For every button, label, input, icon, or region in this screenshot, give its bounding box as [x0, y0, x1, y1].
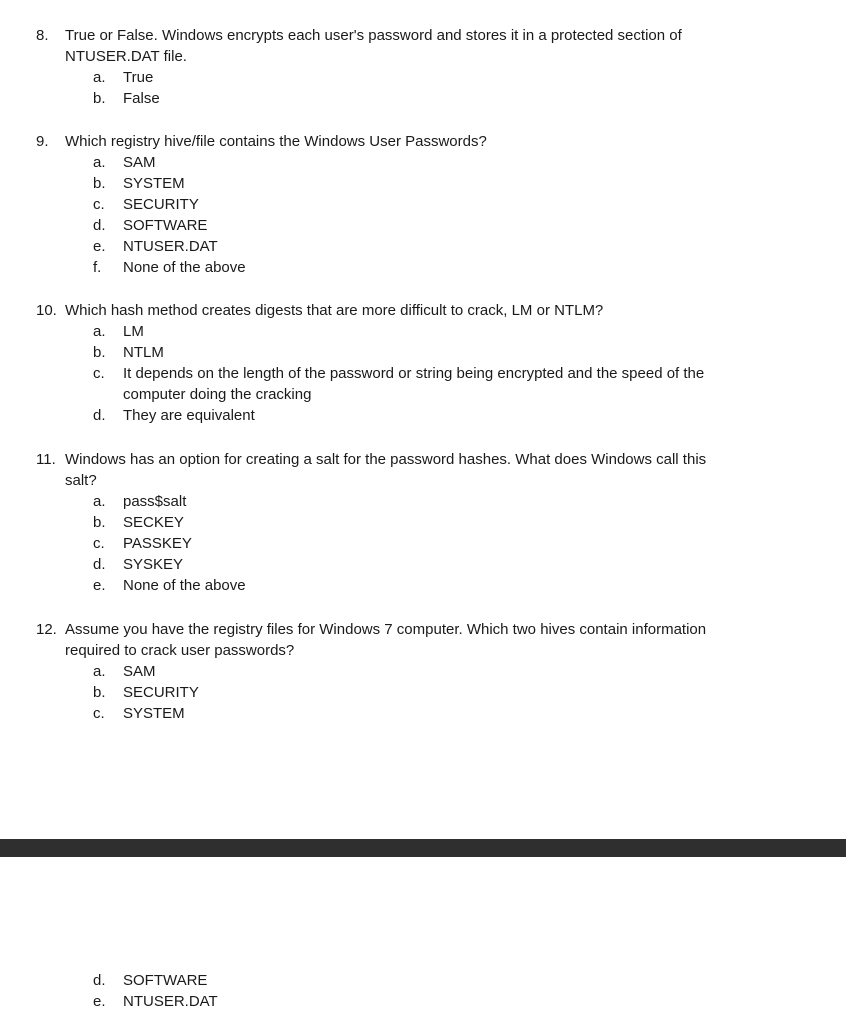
option-text: SYSKEY [123, 556, 184, 573]
option-text: It depends on the length of the password or string being encrypted and the speed of the [123, 365, 705, 382]
answer-option [0, 257, 846, 278]
option-text: SECURITY [123, 684, 199, 701]
question-text: Which registry hive/file contains the Windows User Passwords? [65, 133, 487, 150]
answer-option [0, 991, 846, 1012]
answer-option [0, 512, 846, 533]
option-text: SAM [123, 154, 156, 171]
answer-option [0, 363, 846, 384]
option-letter: f. [93, 259, 102, 276]
question-number: 9. [36, 133, 49, 150]
option-text: SECURITY [123, 196, 199, 213]
option-text: False [123, 90, 160, 107]
answer-option [0, 173, 846, 194]
option-text: NTLM [123, 344, 164, 361]
question-line [0, 46, 846, 67]
option-letter: c. [93, 365, 105, 382]
option-letter: b. [93, 344, 106, 361]
answer-option [0, 661, 846, 682]
option-letter: c. [93, 705, 105, 722]
answer-option [0, 970, 846, 991]
answer-option [0, 67, 846, 88]
option-letter: c. [93, 196, 105, 213]
option-text: SOFTWARE [123, 972, 208, 989]
answer-option [0, 215, 846, 236]
option-letter: e. [93, 993, 106, 1010]
question-line [0, 131, 846, 152]
question-8 [0, 25, 846, 109]
question-text: NTUSER.DAT file. [65, 48, 187, 65]
answer-option [0, 405, 846, 426]
option-letter: e. [93, 238, 106, 255]
question-line [0, 449, 846, 470]
option-letter: d. [93, 556, 106, 573]
option-text: SECKEY [123, 514, 184, 531]
question-12 [0, 619, 846, 724]
option-text: SYSTEM [123, 705, 185, 722]
answer-option [0, 88, 846, 109]
option-text: NTUSER.DAT [123, 238, 218, 255]
answer-option [0, 384, 846, 405]
question-9 [0, 131, 846, 278]
question-number: 12. [36, 621, 57, 638]
option-letter: d. [93, 217, 106, 234]
option-letter: b. [93, 684, 106, 701]
question-line [0, 470, 846, 491]
answer-option [0, 342, 846, 363]
option-letter: a. [93, 323, 106, 340]
option-letter: a. [93, 154, 106, 171]
option-text: SYSTEM [123, 175, 185, 192]
continued-options [0, 970, 846, 1012]
page-break-divider [0, 839, 846, 857]
question-text: salt? [65, 472, 97, 489]
option-text: None of the above [123, 259, 246, 276]
option-text: computer doing the cracking [123, 386, 312, 403]
option-letter: b. [93, 90, 106, 107]
answer-option [0, 321, 846, 342]
option-letter: a. [93, 69, 106, 86]
answer-option [0, 682, 846, 703]
answer-option [0, 575, 846, 596]
question-11 [0, 449, 846, 596]
option-letter: c. [93, 535, 105, 552]
option-text: PASSKEY [123, 535, 192, 552]
option-letter: d. [93, 972, 106, 989]
option-letter: b. [93, 514, 106, 531]
answer-option [0, 491, 846, 512]
answer-option [0, 152, 846, 173]
option-text: None of the above [123, 577, 246, 594]
question-text: True or False. Windows encrypts each user's password and stores it in a protected section of [65, 27, 682, 44]
answer-option [0, 194, 846, 215]
option-text: pass$salt [123, 493, 187, 510]
question-text: Which hash method creates digests that are more difficult to crack, LM or NTLM? [65, 302, 604, 319]
question-number: 11. [36, 451, 56, 468]
question-number: 10. [36, 302, 57, 319]
option-letter: a. [93, 493, 106, 510]
question-text: Windows has an option for creating a salt for the password hashes. What does Windows call this [65, 451, 707, 468]
question-text: required to crack user passwords? [65, 642, 295, 659]
option-text: They are equivalent [123, 407, 255, 424]
option-text: True [123, 69, 154, 86]
option-text: SOFTWARE [123, 217, 208, 234]
answer-option [0, 554, 846, 575]
question-number: 8. [36, 27, 49, 44]
answer-option [0, 533, 846, 554]
option-text: SAM [123, 663, 156, 680]
question-line [0, 25, 846, 46]
option-letter: a. [93, 663, 106, 680]
question-line [0, 619, 846, 640]
option-letter: b. [93, 175, 106, 192]
question-line [0, 640, 846, 661]
option-letter: e. [93, 577, 106, 594]
answer-option [0, 236, 846, 257]
question-10 [0, 300, 846, 426]
option-letter: d. [93, 407, 106, 424]
question-line [0, 300, 846, 321]
question-text: Assume you have the registry files for Windows 7 computer. Which two hives contain information [65, 621, 707, 638]
answer-option [0, 703, 846, 724]
option-text: LM [123, 323, 144, 340]
option-text: NTUSER.DAT [123, 993, 218, 1010]
